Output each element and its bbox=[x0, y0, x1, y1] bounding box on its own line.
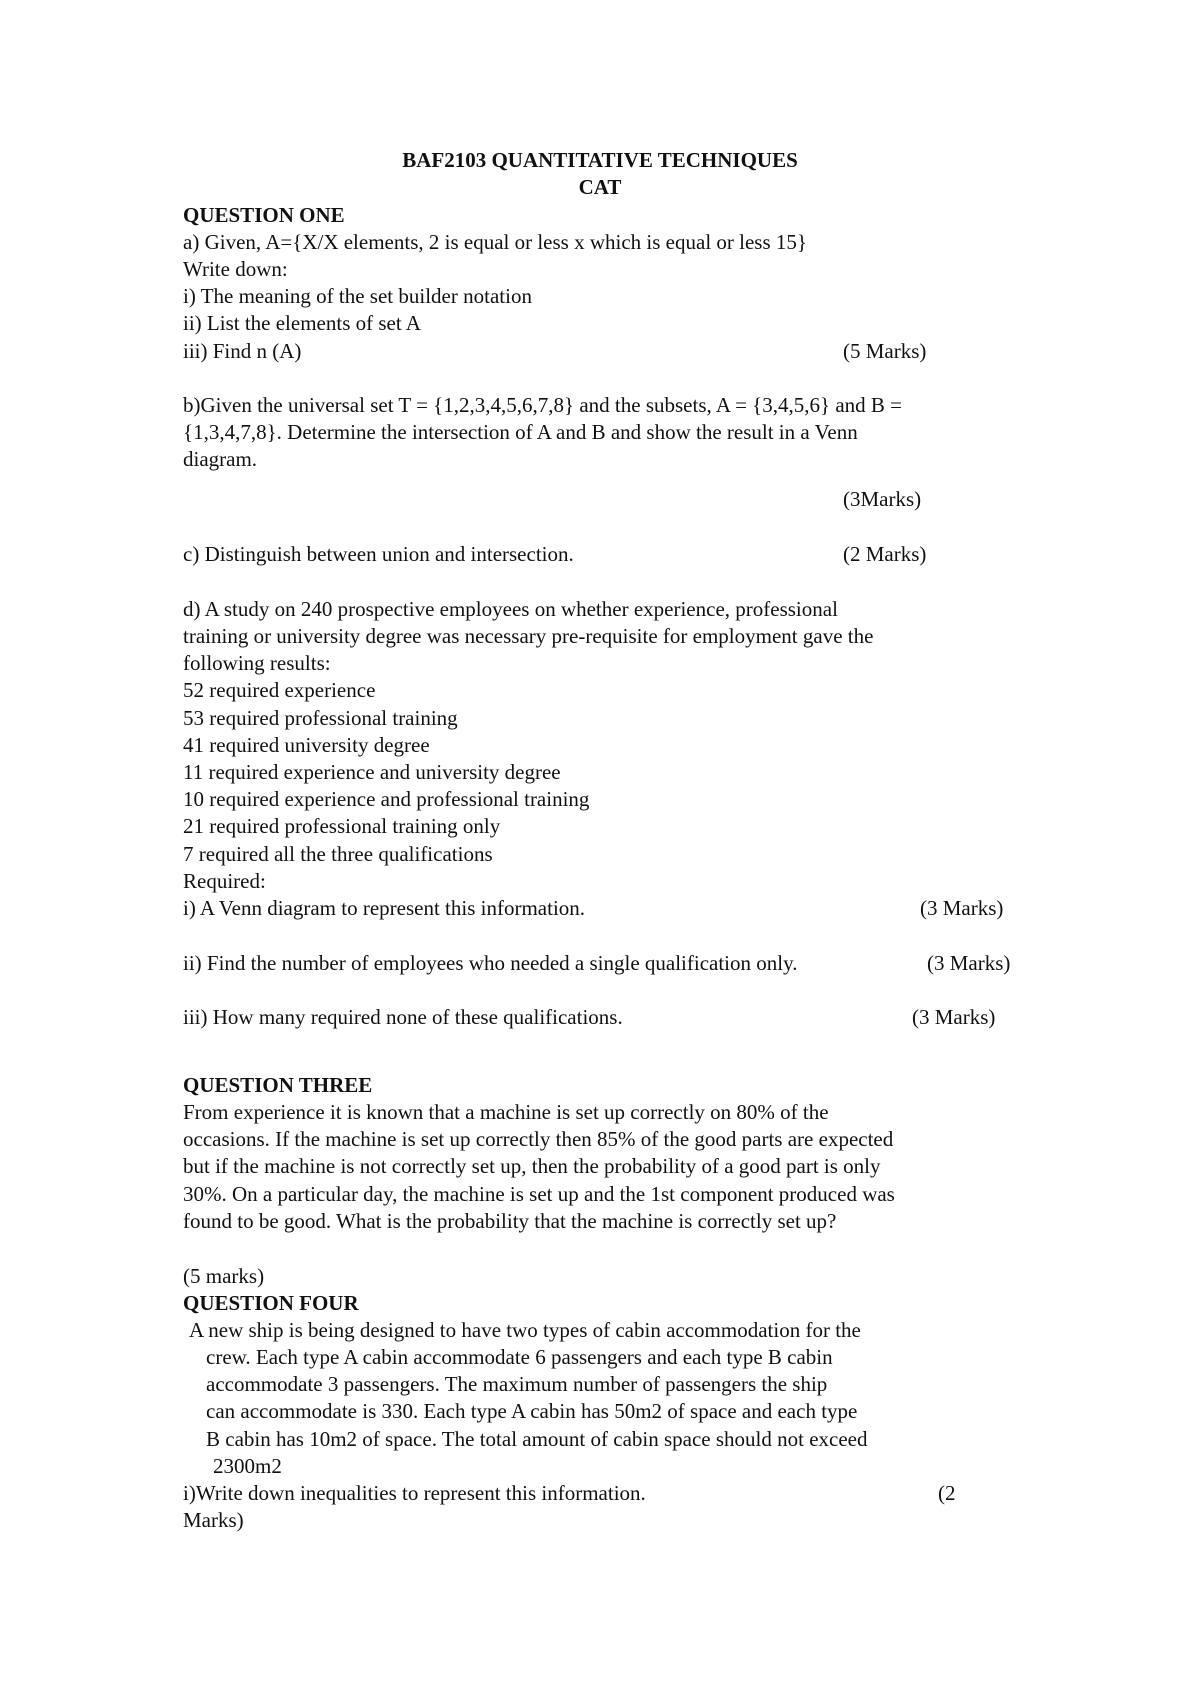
q1-d-required: Required: bbox=[183, 869, 266, 893]
q1-c-marks: (2 Marks) bbox=[843, 542, 927, 566]
q1-a-marks: (5 Marks) bbox=[843, 339, 927, 363]
q3-line-1: From experience it is known that a machine is set up correctly on 80% of the bbox=[183, 1100, 829, 1124]
q3-marks: (5 marks) bbox=[183, 1264, 265, 1288]
q4-line-2: crew. Each type A cabin accommodate 6 passengers and each type B cabin bbox=[206, 1345, 833, 1369]
q4-line-4: can accommodate is 330. Each type A cabin has 50m2 of space and each type bbox=[206, 1399, 858, 1423]
doc-subtitle: CAT bbox=[578, 175, 622, 199]
q1-d-result-5: 10 required experience and professional training bbox=[183, 787, 590, 811]
q3-line-3: but if the machine is not correctly set up, then the probability of a good part is only bbox=[183, 1154, 881, 1178]
q1-d-result-1: 52 required experience bbox=[183, 678, 376, 702]
q1-d-i-marks: (3 Marks) bbox=[920, 896, 1004, 920]
q1-d-result-6: 21 required professional training only bbox=[183, 814, 501, 838]
q1-d-line-1: d) A study on 240 prospective employees on whether experience, professional bbox=[183, 597, 838, 621]
q4-i-marks-b: Marks) bbox=[183, 1508, 244, 1532]
q1-heading: QUESTION ONE bbox=[183, 203, 345, 227]
q1-d-iii-marks: (3 Marks) bbox=[912, 1005, 996, 1029]
q4-line-5: B cabin has 10m2 of space. The total amount of cabin space should not exceed bbox=[206, 1427, 868, 1451]
q1-a-iii: iii) Find n (A) bbox=[183, 339, 302, 363]
q1-b-line-3: diagram. bbox=[183, 447, 258, 471]
q4-i-line: i)Write down inequalities to represent this information. bbox=[183, 1481, 646, 1505]
q1-b-marks: (3Marks) bbox=[843, 487, 922, 511]
q1-d-result-3: 41 required university degree bbox=[183, 733, 430, 757]
q4-i-marks-a: (2 bbox=[938, 1481, 956, 1505]
q4-heading: QUESTION FOUR bbox=[183, 1291, 359, 1315]
q1-d-iii: iii) How many required none of these qualifications. bbox=[183, 1005, 623, 1029]
q1-d-result-7: 7 required all the three qualifications bbox=[183, 842, 493, 866]
q4-line-1: A new ship is being designed to have two types of cabin accommodation for the bbox=[189, 1318, 861, 1342]
q1-a-ii: ii) List the elements of set A bbox=[183, 311, 421, 335]
q1-d-ii: ii) Find the number of employees who needed a single qualification only. bbox=[183, 951, 798, 975]
q1-d-i: i) A Venn diagram to represent this information. bbox=[183, 896, 586, 920]
q1-a-write: Write down: bbox=[183, 257, 288, 281]
q1-d-result-4: 11 required experience and university degree bbox=[183, 760, 561, 784]
q3-line-4: 30%. On a particular day, the machine is set up and the 1st component produced was bbox=[183, 1182, 895, 1206]
q1-d-ii-marks: (3 Marks) bbox=[927, 951, 1011, 975]
q4-line-3: accommodate 3 passengers. The maximum number of passengers the ship bbox=[206, 1372, 828, 1396]
q4-line-6: 2300m2 bbox=[213, 1454, 282, 1478]
q1-d-line-2: training or university degree was necessary pre-requisite for employment gave the bbox=[183, 624, 874, 648]
doc-title: BAF2103 QUANTITATIVE TECHNIQUES bbox=[402, 148, 798, 172]
q3-line-5: found to be good. What is the probability that the machine is correctly set up? bbox=[183, 1209, 837, 1233]
q1-a-i: i) The meaning of the set builder notation bbox=[183, 284, 532, 308]
q1-a-line: a) Given, A={X/X elements, 2 is equal or less x which is equal or less 15} bbox=[183, 230, 807, 254]
q1-c-line: c) Distinguish between union and intersection. bbox=[183, 542, 574, 566]
q3-heading: QUESTION THREE bbox=[183, 1073, 373, 1097]
q3-line-2: occasions. If the machine is set up correctly then 85% of the good parts are expected bbox=[183, 1127, 894, 1151]
q1-d-result-2: 53 required professional training bbox=[183, 706, 458, 730]
q1-b-line-1: b)Given the universal set T = {1,2,3,4,5,6,7,8} and the subsets, A = {3,4,5,6} and B = bbox=[183, 393, 903, 417]
q1-d-line-3: following results: bbox=[183, 651, 331, 675]
q1-b-line-2: {1,3,4,7,8}. Determine the intersection of A and B and show the result in a Venn bbox=[183, 420, 858, 444]
